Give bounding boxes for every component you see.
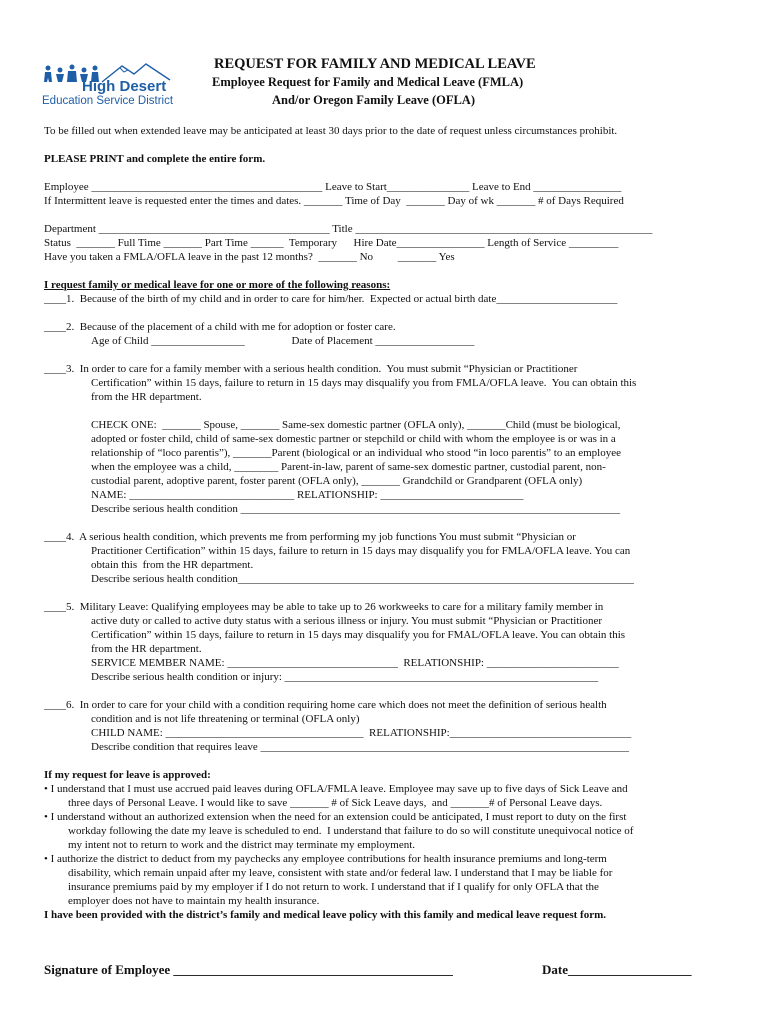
reason-3-text: Certification” within 15 days, failure to return in 15 days may disqualify you from FMLA/OFLA leave. You can obtain this	[91, 377, 637, 389]
approval-bullet-3-text: insurance premiums paid by my employer if I do not return to work. I understand that if I qualify for only OFLA that the	[68, 881, 599, 893]
intro-text: To be filled out when extended leave may be anticipated at least 30 days prior to the date of request unless circumstances prohibit.	[44, 125, 618, 137]
reason-3-check-one[interactable]: CHECK ONE: _______ Spouse, _______ Same-sex domestic partner (OFLA only), _______Child (must be biological,	[91, 419, 621, 431]
signature-date-field[interactable]: Date___________________	[542, 962, 692, 977]
reason-3-text[interactable]: when the employee was a child, ________ Parent-in-law, parent of same-sex domestic partner, custodial parent, non-	[91, 461, 606, 473]
approval-bullet-2: • I understand without an authorized extension when the need for an extension could be anticipated, I must report to duty on the first	[44, 811, 627, 823]
district-logo	[42, 60, 182, 110]
approval-bullet-3: • I authorize the district to deduct from my paychecks any employee contributions for health insurance premiums and long-term	[44, 853, 607, 865]
reason-2[interactable]: ____2. Because of the placement of a child with me for adoption or foster care.	[44, 321, 396, 333]
reason-5-text: Certification” within 15 days, failure to return in 15 days may disqualify you for FMAL/OFLA leave. You can obtain this	[91, 629, 626, 641]
reason-5-text: from the HR department.	[91, 643, 202, 655]
reason-2-fields[interactable]: Age of Child _________________ Date of Placement __________________	[91, 335, 475, 347]
reason-4[interactable]: ____4. A serious health condition, which prevents me from performing my job functions You must submit “Physician or	[44, 531, 576, 543]
logo-name: High Desert	[82, 78, 167, 95]
reason-6-text: condition and is not life threatening or terminal (OFLA only)	[91, 713, 360, 725]
reason-3-describe-field[interactable]: Describe serious health condition _____________________________________________________________________	[91, 503, 621, 515]
reasons-heading: I request family or medical leave for one or more of the following reasons:	[44, 279, 391, 291]
approval-bullet-3-text: disability, which remain unpaid after my leave, consistent with state and/or federal law. I understand that I may be liable for	[68, 867, 613, 879]
form-subtitle-fmla: Employee Request for Family and Medical Leave (FMLA)	[212, 75, 524, 89]
reason-3-name-fields[interactable]: NAME: ______________________________ RELATIONSHIP: __________________________	[91, 489, 524, 501]
prior-leave-fields[interactable]: Have you taken a FMLA/OFLA leave in the past 12 months? _______ No _______ Yes	[44, 251, 455, 263]
form-title: REQUEST FOR FAMILY AND MEDICAL LEAVE	[214, 56, 536, 72]
approval-bullet-2-text: workday following the date my leave is scheduled to end. I understand that failure to do so will constitute unequivocal notice of	[68, 825, 634, 837]
policy-acknowledgement: I have been provided with the district’s family and medical leave policy with this family and medical leave request form.	[44, 909, 606, 921]
reason-6[interactable]: ____6. In order to care for your child with a condition requiring home care which does not meet the definition of serious health	[44, 699, 607, 711]
approval-bullet-2-text: my intent not to return to work and the district may terminate my employment.	[68, 839, 416, 851]
reason-4-describe-field[interactable]: Describe serious health condition________________________________________________________________________	[91, 573, 634, 585]
reason-3-text: adopted or foster child, child of same-sex domestic partner or stepchild or child with whom the employee is or was in a	[91, 433, 616, 445]
form-subtitle-ofla: And/or Oregon Family Leave (OFLA)	[272, 93, 475, 107]
reason-4-text: Practitioner Certification” within 15 days, failure to return in 15 days may disqualify you for FMLA/OFLA leave. You can	[91, 545, 631, 557]
logo-subname: Education Service District	[42, 95, 174, 107]
reason-3-text[interactable]: custodial parent, adoptive parent, foster parent (OFLA only), _______ Grandchild or Grandparent (OFLA only)	[91, 475, 583, 487]
approval-heading: If my request for leave is approved:	[44, 769, 211, 781]
reason-4-text: obtain this from the HR department.	[91, 559, 254, 571]
reason-3-text: from the HR department.	[91, 391, 202, 403]
print-note: PLEASE PRINT and complete the entire form.	[44, 153, 266, 165]
reason-6-describe-field[interactable]: Describe condition that requires leave ___________________________________________________________________	[91, 741, 630, 753]
reason-5[interactable]: ____5. Military Leave: Qualifying employees may be able to take up to 26 workweeks to care for a military family member in	[44, 601, 604, 613]
reason-5-describe-field[interactable]: Describe serious health condition or injury: _________________________________________________________	[91, 671, 599, 683]
reason-6-child-fields[interactable]: CHILD NAME: ____________________________________ RELATIONSHIP:_________________________________	[91, 727, 632, 739]
reason-3[interactable]: ____3. In order to care for a family member with a serious health condition. You must submit “Physician or Practitioner	[44, 363, 578, 375]
reason-5-service-member-fields[interactable]: SERVICE MEMBER NAME: _______________________________ RELATIONSHIP: ________________________	[91, 657, 619, 669]
department-title-fields[interactable]: Department __________________________________________ Title ______________________________________________________	[44, 223, 653, 235]
reason-5-text: active duty or called to active duty status with a serious illness or injury. You must submit “Physician or Practitioner	[91, 615, 603, 627]
reason-1[interactable]: ____1. Because of the birth of my child and in order to care for him/her. Expected or actual birth date______________________	[44, 293, 618, 305]
status-fields[interactable]: Status _______ Full Time _______ Part Time ______ Temporary Hire Date________________ Length of Service _________	[44, 237, 619, 249]
intermittent-leave-fields[interactable]: If Intermittent leave is requested enter the times and dates. _______ Time of Day _______ Day of wk _______ # of Days Required	[44, 195, 624, 207]
reason-3-text[interactable]: relationship of “loco parentis”), _______Parent (biological or an individual who stood “in loco parentis” to an employee	[91, 447, 621, 459]
employee-leave-fields[interactable]: Employee __________________________________________ Leave to Start_______________ Leave to End ________________	[44, 181, 622, 193]
approval-bullet-1-fields[interactable]: three days of Personal Leave. I would like to save _______ # of Sick Leave days, and _______# of Personal Leave days.	[68, 797, 603, 809]
employee-signature-field[interactable]: Signature of Employee ___________________________________________	[44, 962, 453, 977]
approval-bullet-3-text: employer does not have to maintain my health insurance.	[68, 895, 320, 907]
approval-bullet-1: • I understand that I must use accrued paid leaves during OFLA/FMLA leave. Employee may save up to five days of Sick Leave and	[44, 783, 628, 795]
